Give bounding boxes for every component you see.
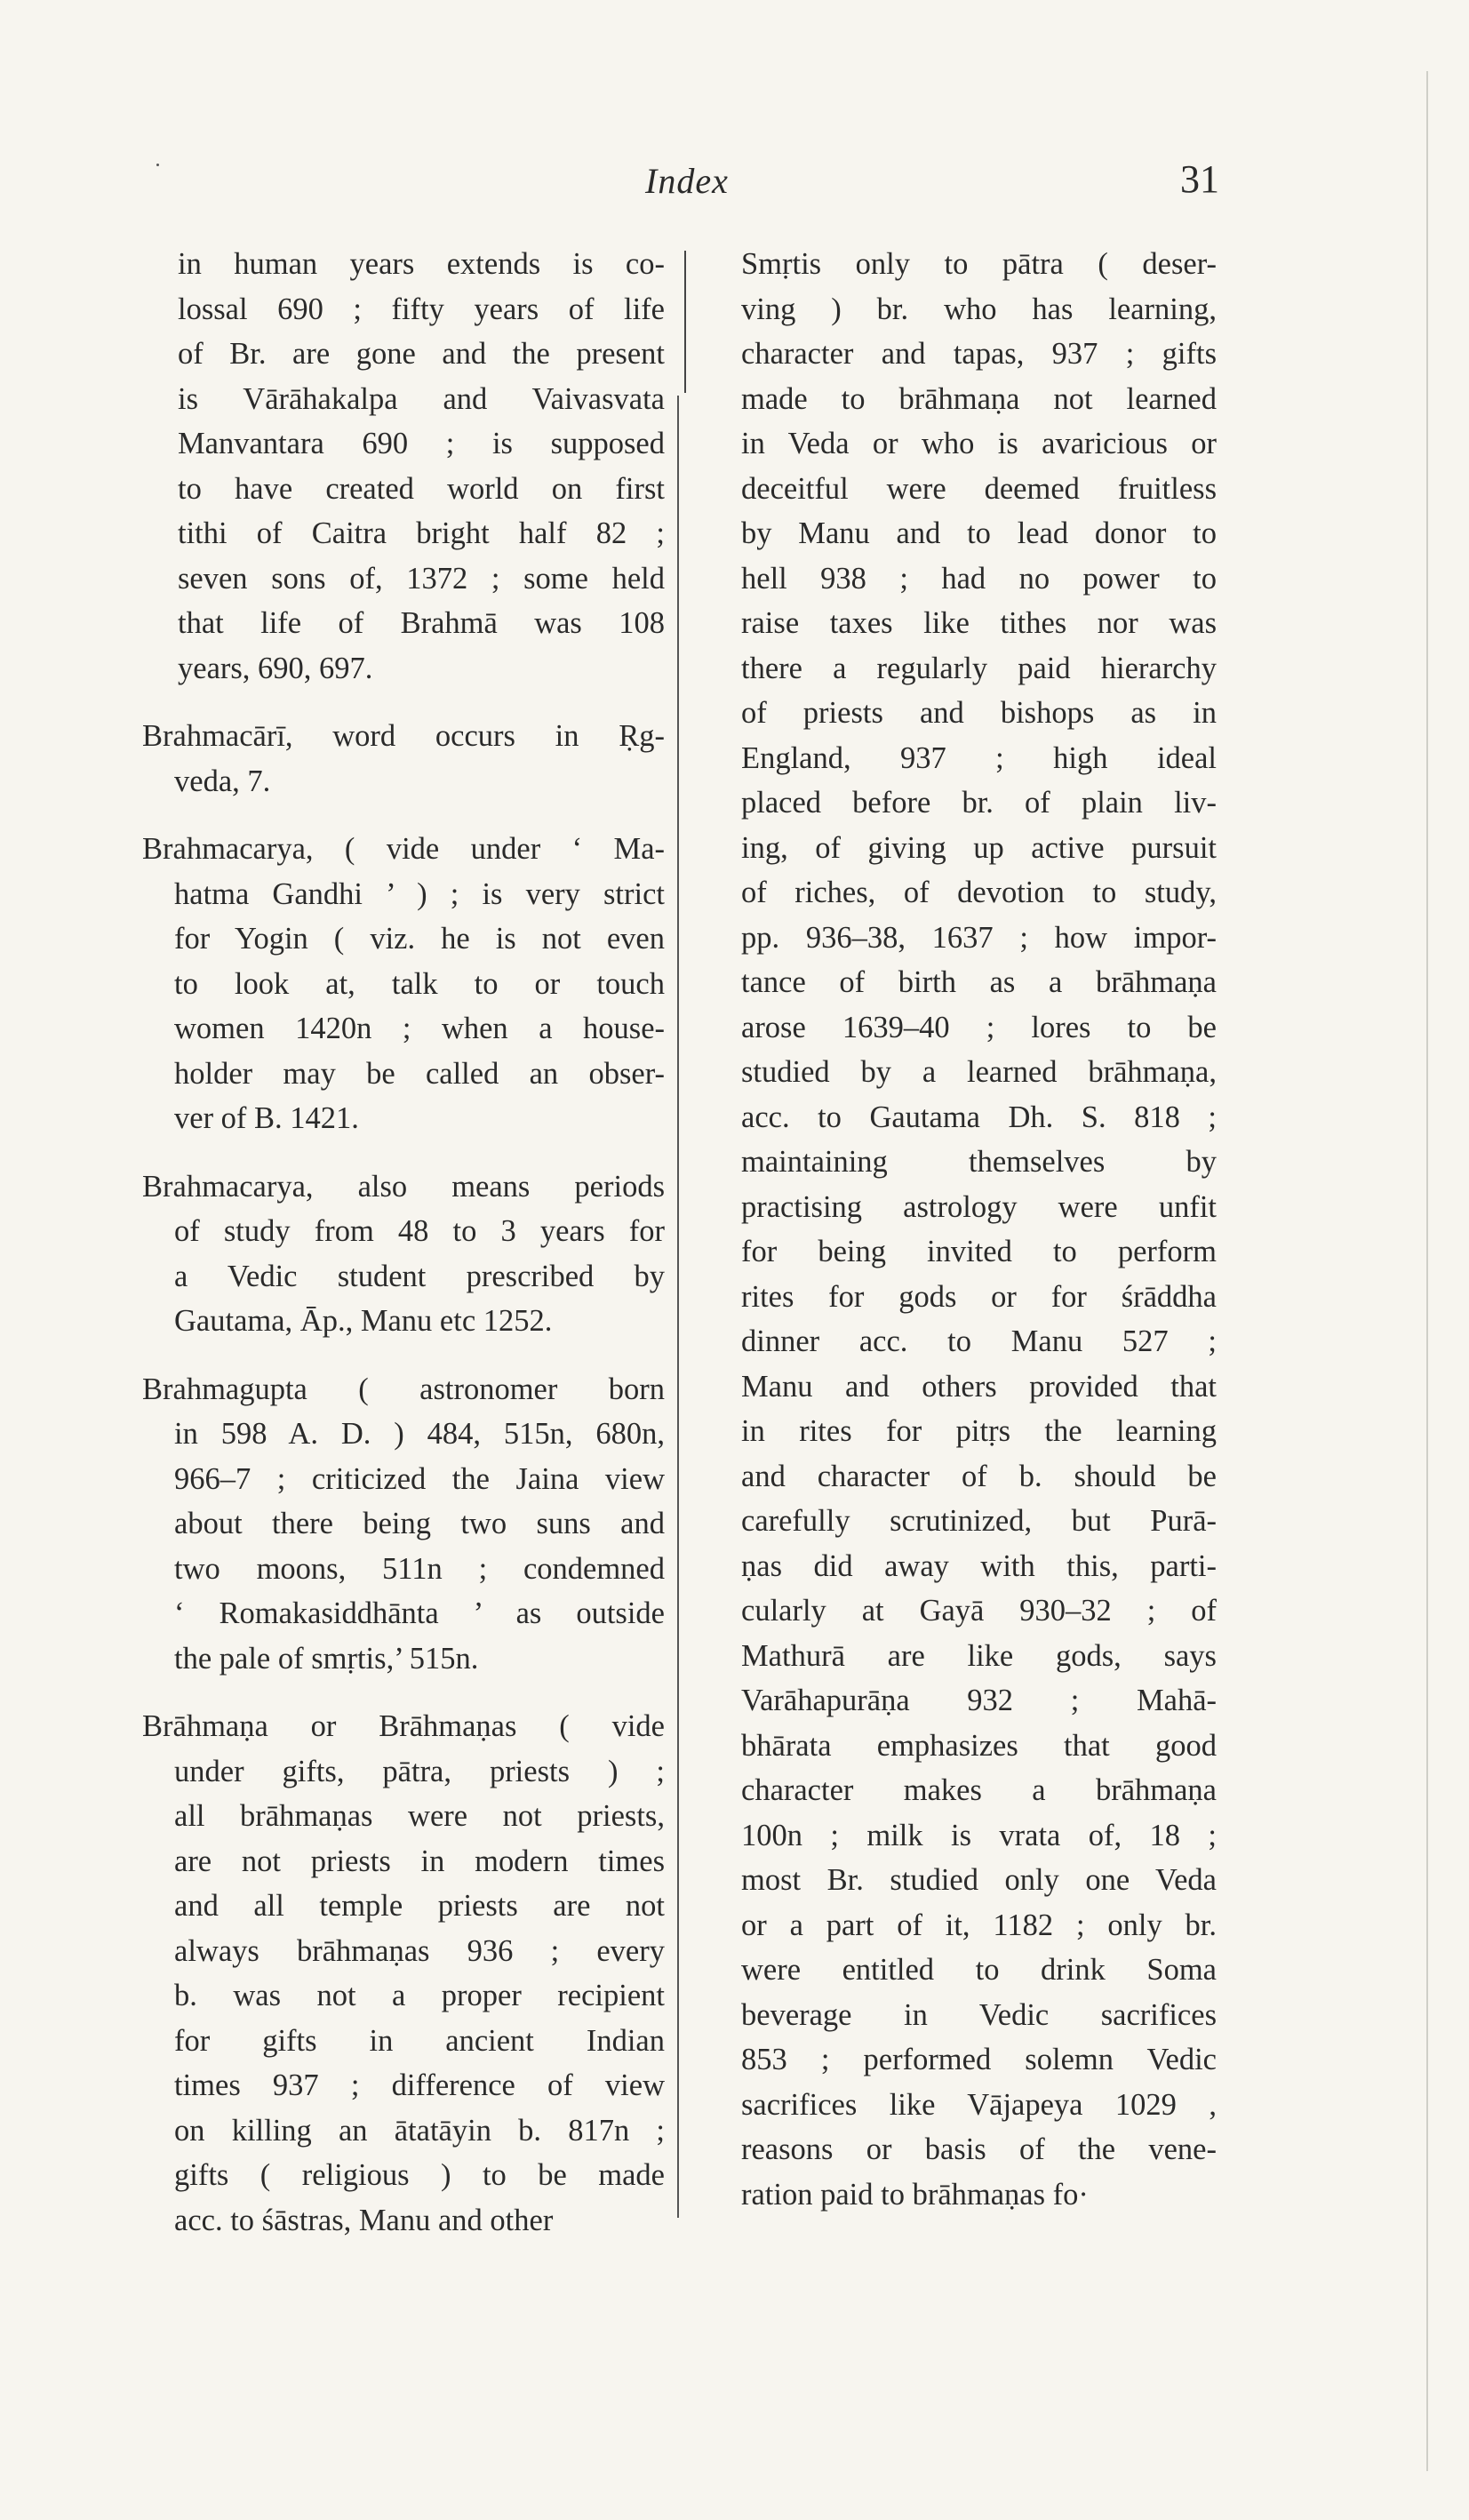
index-line: Varāhapurāṇa 932 ; Mahā- — [741, 1684, 1217, 1717]
index-line: Manvantara 690 ; is supposed — [178, 427, 665, 460]
index-line: hell 938 ; had no power to — [741, 561, 1217, 596]
index-line: years, 690, 697. — [178, 651, 373, 685]
index-line: rites for gods or for śrāddha — [741, 1279, 1217, 1314]
index-line: 966–7 ; criticized the Jaina view — [174, 1461, 665, 1496]
index-line: in Veda or who is avaricious or — [741, 427, 1217, 460]
index-line: two moons, 511n ; condemned — [174, 1551, 665, 1586]
index-line: ṇas did away with this, parti- — [741, 1548, 1217, 1583]
index-line: bhārata emphasizes that good — [741, 1728, 1217, 1763]
index-line: Brāhmaṇa or Brāhmaṇas ( vide — [142, 1709, 665, 1743]
index-line: practising astrology were unfit — [741, 1189, 1217, 1224]
index-line: of priests and bishops as in — [741, 696, 1217, 730]
index-line: tithi of Caitra bright half 82 ; — [178, 516, 665, 550]
ink-speck — [156, 164, 159, 166]
index-line: Gautama, Āp., Manu etc 1252. — [174, 1304, 553, 1338]
right-column — [741, 242, 1217, 2240]
column-rule — [677, 396, 679, 2218]
index-line: or a part of it, 1182 ; only br. — [741, 1908, 1217, 1942]
index-line: cularly at Gayā 930–32 ; of — [741, 1594, 1217, 1628]
index-line: sacrifices like Vājapeya 1029 , — [741, 2087, 1217, 2122]
index-entry — [142, 1164, 665, 1344]
index-line: Brahmagupta ( astronomer born — [142, 1372, 665, 1406]
index-line: Mathurā are like gods, says — [741, 1638, 1217, 1673]
index-line: made to brāhmaṇa not learned — [741, 381, 1217, 416]
index-line: beverage in Vedic sacrifices — [741, 1997, 1217, 2032]
index-line: the pale of smṛtis,’ 515n. — [174, 1641, 479, 1676]
index-line: hatma Gandhi ’ ) ; is very strict — [174, 876, 665, 911]
index-line: in 598 A. D. ) 484, 515n, 680n, — [174, 1417, 665, 1451]
index-line: Manu and others provided that — [741, 1369, 1217, 1404]
index-entry — [142, 827, 665, 1141]
index-line: Brahmacārī, word occurs in Ṛg- — [142, 719, 665, 753]
index-line: holder may be called an obser- — [174, 1056, 665, 1091]
index-line: most Br. studied only one Veda — [741, 1863, 1217, 1897]
index-line: of riches, of devotion to study, — [741, 876, 1217, 909]
index-line: for being invited to perform — [741, 1235, 1217, 1268]
index-line: and character of b. should be — [741, 1459, 1217, 1493]
index-line: that life of Brahmā was 108 — [178, 606, 665, 640]
index-entry — [142, 1704, 665, 2243]
index-line: 853 ; performed solemn Vedic — [741, 2043, 1217, 2076]
index-line: tance of birth as a brāhmaṇa — [741, 965, 1217, 999]
index-line: character makes a brāhmaṇa — [741, 1773, 1217, 1807]
index-line: lossal 690 ; fifty years of life — [178, 292, 665, 326]
index-line: are not priests in modern times — [174, 1844, 665, 1878]
index-entry — [142, 714, 665, 804]
index-line: about there being two suns and — [174, 1507, 665, 1540]
index-line: to have created world on first — [178, 471, 665, 506]
index-line: ving ) br. who has learning, — [741, 292, 1217, 326]
index-line: veda, 7. — [174, 764, 271, 798]
index-line: in rites for pitṛs the learning — [741, 1414, 1217, 1448]
index-line: is Vārāhakalpa and Vaivasvata — [178, 381, 665, 416]
index-line: on killing an ātatāyin b. 817n ; — [174, 2113, 665, 2148]
index-line: a Vedic student prescribed by — [174, 1259, 665, 1293]
page-edge-line — [1426, 71, 1428, 2471]
index-line: carefully scrutinized, but Purā- — [741, 1504, 1217, 1538]
index-line: Smṛtis only to pātra ( deser- — [741, 247, 1217, 281]
index-line: deceitful were deemed fruitless — [741, 471, 1217, 506]
index-line: ver of B. 1421. — [174, 1101, 359, 1135]
index-line: b. was not a proper recipient — [174, 1979, 665, 2012]
index-line: to look at, talk to or touch — [174, 966, 665, 1001]
index-entry — [142, 1367, 665, 1682]
index-line: under gifts, pātra, priests ) ; — [174, 1754, 665, 1788]
index-line: raise taxes like tithes nor was — [741, 606, 1217, 640]
index-line: 100n ; milk is vrata of, 18 ; — [741, 1818, 1217, 1852]
index-line: were entitled to drink Soma — [741, 1953, 1217, 1987]
index-line: Brahmacarya, also means periods — [142, 1169, 665, 1204]
page-title: Index — [645, 161, 729, 201]
index-line: of study from 48 to 3 years for — [174, 1214, 665, 1248]
index-line: ing, of giving up active pursuit — [741, 830, 1217, 865]
index-line: women 1420n ; when a house- — [174, 1012, 665, 1045]
index-line: maintaining themselves by — [741, 1145, 1217, 1179]
index-line: of Br. are gone and the present — [178, 337, 665, 371]
index-line: acc. to śāstras, Manu and other — [174, 2203, 554, 2237]
page-number: 31 — [1180, 157, 1219, 201]
index-line: acc. to Gautama Dh. S. 818 ; — [741, 1100, 1217, 1134]
index-line: reasons or basis of the vene- — [741, 2132, 1217, 2166]
left-column — [142, 242, 665, 2266]
index-line: times 937 ; difference of view — [174, 2068, 665, 2102]
index-line: England, 937 ; high ideal — [741, 740, 1217, 775]
index-line: always brāhmaṇas 936 ; every — [174, 1933, 665, 1968]
index-line: and all temple priests are not — [174, 1889, 665, 1923]
index-line: pp. 936–38, 1637 ; how impor- — [741, 920, 1217, 955]
index-line: studied by a learned brāhmaṇa, — [741, 1055, 1217, 1089]
index-line: arose 1639–40 ; lores to be — [741, 1010, 1217, 1044]
index-line: placed before br. of plain liv- — [741, 786, 1217, 820]
index-line: ration paid to brāhmaṇas fo· — [741, 2177, 1089, 2212]
index-line: in human years extends is co- — [178, 247, 665, 281]
index-entry — [142, 242, 665, 691]
index-line: for Yogin ( viz. he is not even — [174, 922, 665, 956]
index-line: character and tapas, 937 ; gifts — [741, 337, 1217, 371]
index-line: by Manu and to lead donor to — [741, 516, 1217, 550]
index-line: all brāhmaṇas were not priests, — [174, 1799, 665, 1833]
index-line: seven sons of, 1372 ; some held — [178, 561, 665, 596]
index-line: dinner acc. to Manu 527 ; — [741, 1324, 1217, 1358]
index-line: gifts ( religious ) to be made — [174, 2158, 665, 2192]
index-line: for gifts in ancient Indian — [174, 2023, 665, 2058]
index-entry — [741, 242, 1217, 2217]
index-line: ‘ Romakasiddhānta ’ as outside — [174, 1596, 665, 1630]
column-rule-top — [684, 251, 686, 393]
index-line: Brahmacarya, ( vide under ‘ Ma- — [142, 832, 665, 866]
index-line: there a regularly paid hierarchy — [741, 651, 1217, 685]
